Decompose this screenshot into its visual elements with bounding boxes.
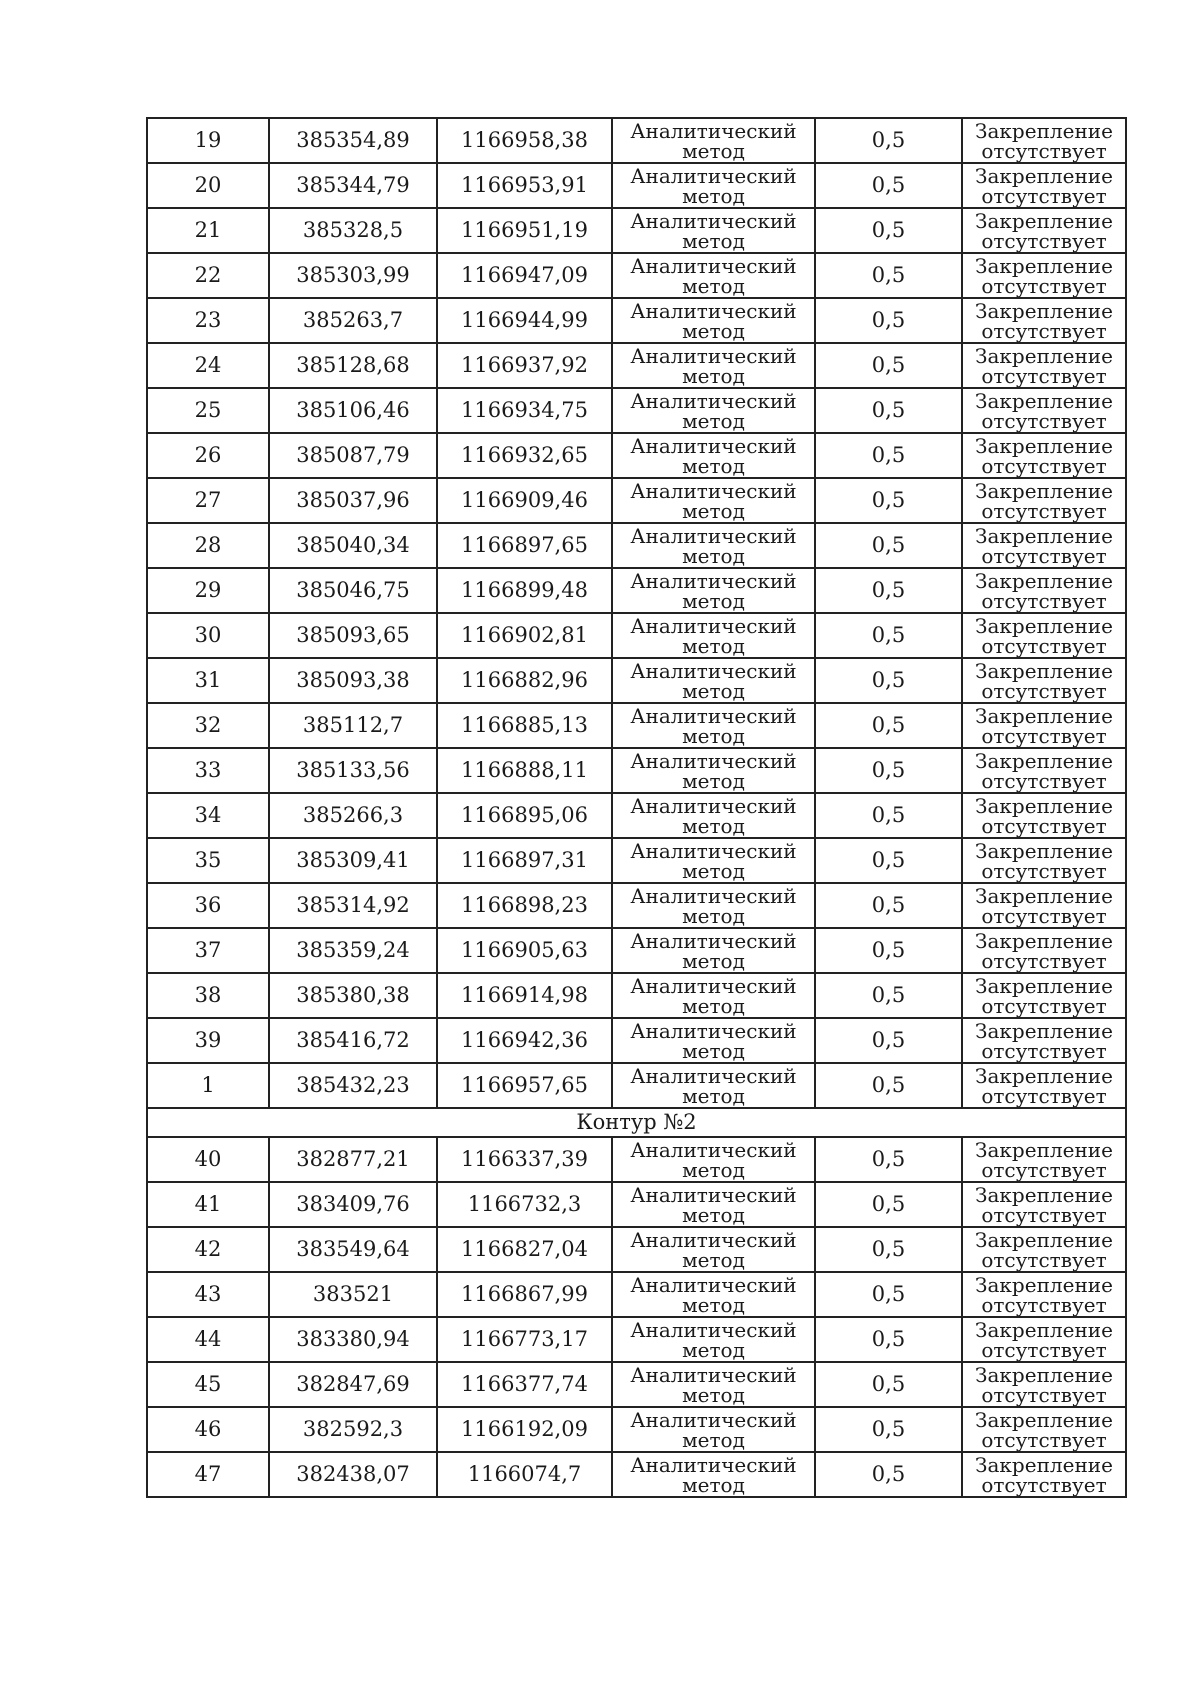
table-row [147,883,1126,928]
point-number-cell: 36 [147,883,269,928]
point-number-cell: 35 [147,838,269,883]
accuracy-cell: 0,5 [815,478,962,523]
accuracy-cell: 0,5 [815,1362,962,1407]
table-row [147,163,1126,208]
accuracy-cell: 0,5 [815,1227,962,1272]
table-row [147,208,1126,253]
point-number-cell: 43 [147,1272,269,1317]
x-coordinate-cell: 385037,96 [269,478,437,523]
fixing-description-cell: Закрепление отсутствует [962,208,1126,253]
method-cell: Аналитический метод [612,1317,815,1362]
point-number-cell: 44 [147,1317,269,1362]
fixing-description-cell: Закрепление отсутствует [962,1137,1126,1182]
point-number-cell: 20 [147,163,269,208]
point-number-cell: 42 [147,1227,269,1272]
table-row [147,1317,1126,1362]
table-row [147,568,1126,613]
fixing-description-cell: Закрепление отсутствует [962,298,1126,343]
y-coordinate-cell: 1166192,09 [437,1407,612,1452]
y-coordinate-cell: 1166944,99 [437,298,612,343]
table-row [147,748,1126,793]
y-coordinate-cell: 1166951,19 [437,208,612,253]
y-coordinate-cell: 1166827,04 [437,1227,612,1272]
y-coordinate-cell: 1166899,48 [437,568,612,613]
x-coordinate-cell: 385046,75 [269,568,437,613]
method-cell: Аналитический метод [612,1272,815,1317]
fixing-description-cell: Закрепление отсутствует [962,1227,1126,1272]
method-cell: Аналитический метод [612,1018,815,1063]
method-cell: Аналитический метод [612,523,815,568]
y-coordinate-cell: 1166957,65 [437,1063,612,1108]
accuracy-cell: 0,5 [815,523,962,568]
accuracy-cell: 0,5 [815,1452,962,1497]
y-coordinate-cell: 1166074,7 [437,1452,612,1497]
y-coordinate-cell: 1166895,06 [437,793,612,838]
point-number-cell: 31 [147,658,269,703]
x-coordinate-cell: 383521 [269,1272,437,1317]
x-coordinate-cell: 385133,56 [269,748,437,793]
y-coordinate-cell: 1166867,99 [437,1272,612,1317]
method-cell: Аналитический метод [612,478,815,523]
method-cell: Аналитический метод [612,658,815,703]
y-coordinate-cell: 1166953,91 [437,163,612,208]
x-coordinate-cell: 385106,46 [269,388,437,433]
fixing-description-cell: Закрепление отсутствует [962,568,1126,613]
point-number-cell: 34 [147,793,269,838]
point-number-cell: 29 [147,568,269,613]
accuracy-cell: 0,5 [815,298,962,343]
table-row [147,478,1126,523]
method-cell: Аналитический метод [612,703,815,748]
accuracy-cell: 0,5 [815,703,962,748]
table-row [147,1452,1126,1497]
point-number-cell: 30 [147,613,269,658]
method-cell: Аналитический метод [612,1137,815,1182]
x-coordinate-cell: 382847,69 [269,1362,437,1407]
accuracy-cell: 0,5 [815,973,962,1018]
fixing-description-cell: Закрепление отсутствует [962,883,1126,928]
fixing-description-cell: Закрепление отсутствует [962,793,1126,838]
y-coordinate-cell: 1166902,81 [437,613,612,658]
method-cell: Аналитический метод [612,433,815,478]
x-coordinate-cell: 385128,68 [269,343,437,388]
fixing-description-cell: Закрепление отсутствует [962,1182,1126,1227]
method-cell: Аналитический метод [612,343,815,388]
fixing-description-cell: Закрепление отсутствует [962,163,1126,208]
point-number-cell: 33 [147,748,269,793]
point-number-cell: 32 [147,703,269,748]
fixing-description-cell: Закрепление отсутствует [962,1317,1126,1362]
point-number-cell: 40 [147,1137,269,1182]
point-number-cell: 19 [147,118,269,163]
accuracy-cell: 0,5 [815,568,962,613]
coordinates-table-body [147,118,1126,1497]
table-row [147,1182,1126,1227]
accuracy-cell: 0,5 [815,658,962,703]
y-coordinate-cell: 1166898,23 [437,883,612,928]
fixing-description-cell: Закрепление отсутствует [962,433,1126,478]
method-cell: Аналитический метод [612,1063,815,1108]
method-cell: Аналитический метод [612,118,815,163]
x-coordinate-cell: 385328,5 [269,208,437,253]
fixing-description-cell: Закрепление отсутствует [962,478,1126,523]
table-row [147,1227,1126,1272]
point-number-cell: 25 [147,388,269,433]
table-row [147,388,1126,433]
y-coordinate-cell: 1166914,98 [437,973,612,1018]
method-cell: Аналитический метод [612,298,815,343]
table-row [147,1272,1126,1317]
method-cell: Аналитический метод [612,1452,815,1497]
accuracy-cell: 0,5 [815,613,962,658]
x-coordinate-cell: 382592,3 [269,1407,437,1452]
x-coordinate-cell: 385112,7 [269,703,437,748]
point-number-cell: 1 [147,1063,269,1108]
y-coordinate-cell: 1166897,31 [437,838,612,883]
x-coordinate-cell: 385416,72 [269,1018,437,1063]
method-cell: Аналитический метод [612,1407,815,1452]
point-number-cell: 41 [147,1182,269,1227]
x-coordinate-cell: 385093,65 [269,613,437,658]
accuracy-cell: 0,5 [815,1407,962,1452]
method-cell: Аналитический метод [612,163,815,208]
method-cell: Аналитический метод [612,928,815,973]
table-row [147,433,1126,478]
fixing-description-cell: Закрепление отсутствует [962,1407,1126,1452]
y-coordinate-cell: 1166377,74 [437,1362,612,1407]
y-coordinate-cell: 1166337,39 [437,1137,612,1182]
method-cell: Аналитический метод [612,883,815,928]
x-coordinate-cell: 385093,38 [269,658,437,703]
accuracy-cell: 0,5 [815,1018,962,1063]
y-coordinate-cell: 1166934,75 [437,388,612,433]
x-coordinate-cell: 385263,7 [269,298,437,343]
fixing-description-cell: Закрепление отсутствует [962,1018,1126,1063]
y-coordinate-cell: 1166773,17 [437,1317,612,1362]
section-row [147,1108,1126,1137]
point-number-cell: 23 [147,298,269,343]
point-number-cell: 26 [147,433,269,478]
fixing-description-cell: Закрепление отсутствует [962,253,1126,298]
table-row [147,343,1126,388]
y-coordinate-cell: 1166882,96 [437,658,612,703]
accuracy-cell: 0,5 [815,1317,962,1362]
x-coordinate-cell: 383549,64 [269,1227,437,1272]
table-row [147,928,1126,973]
y-coordinate-cell: 1166947,09 [437,253,612,298]
table-row [147,838,1126,883]
point-number-cell: 45 [147,1362,269,1407]
table-row [147,523,1126,568]
fixing-description-cell: Закрепление отсутствует [962,1362,1126,1407]
table-row [147,1407,1126,1452]
accuracy-cell: 0,5 [815,928,962,973]
method-cell: Аналитический метод [612,613,815,658]
fixing-description-cell: Закрепление отсутствует [962,838,1126,883]
accuracy-cell: 0,5 [815,1063,962,1108]
fixing-description-cell: Закрепление отсутствует [962,1272,1126,1317]
x-coordinate-cell: 383409,76 [269,1182,437,1227]
accuracy-cell: 0,5 [815,253,962,298]
y-coordinate-cell: 1166885,13 [437,703,612,748]
accuracy-cell: 0,5 [815,343,962,388]
x-coordinate-cell: 385309,41 [269,838,437,883]
y-coordinate-cell: 1166909,46 [437,478,612,523]
x-coordinate-cell: 385354,89 [269,118,437,163]
method-cell: Аналитический метод [612,208,815,253]
accuracy-cell: 0,5 [815,748,962,793]
point-number-cell: 46 [147,1407,269,1452]
x-coordinate-cell: 385040,34 [269,523,437,568]
fixing-description-cell: Закрепление отсутствует [962,703,1126,748]
point-number-cell: 39 [147,1018,269,1063]
accuracy-cell: 0,5 [815,118,962,163]
y-coordinate-cell: 1166937,92 [437,343,612,388]
accuracy-cell: 0,5 [815,208,962,253]
accuracy-cell: 0,5 [815,1137,962,1182]
table-row [147,1137,1126,1182]
fixing-description-cell: Закрепление отсутствует [962,973,1126,1018]
table-row [147,703,1126,748]
accuracy-cell: 0,5 [815,883,962,928]
fixing-description-cell: Закрепление отсутствует [962,613,1126,658]
accuracy-cell: 0,5 [815,163,962,208]
x-coordinate-cell: 385314,92 [269,883,437,928]
table-row [147,973,1126,1018]
table-row [147,118,1126,163]
fixing-description-cell: Закрепление отсутствует [962,748,1126,793]
method-cell: Аналитический метод [612,1227,815,1272]
method-cell: Аналитический метод [612,253,815,298]
accuracy-cell: 0,5 [815,1272,962,1317]
point-number-cell: 38 [147,973,269,1018]
x-coordinate-cell: 385266,3 [269,793,437,838]
table-row [147,1362,1126,1407]
table-row [147,1063,1126,1108]
x-coordinate-cell: 385380,38 [269,973,437,1018]
coordinates-table [146,117,1127,1498]
fixing-description-cell: Закрепление отсутствует [962,343,1126,388]
accuracy-cell: 0,5 [815,433,962,478]
point-number-cell: 37 [147,928,269,973]
x-coordinate-cell: 383380,94 [269,1317,437,1362]
point-number-cell: 47 [147,1452,269,1497]
fixing-description-cell: Закрепление отсутствует [962,523,1126,568]
x-coordinate-cell: 382438,07 [269,1452,437,1497]
x-coordinate-cell: 385432,23 [269,1063,437,1108]
method-cell: Аналитический метод [612,748,815,793]
accuracy-cell: 0,5 [815,838,962,883]
point-number-cell: 28 [147,523,269,568]
table-row [147,1018,1126,1063]
y-coordinate-cell: 1166958,38 [437,118,612,163]
y-coordinate-cell: 1166888,11 [437,748,612,793]
accuracy-cell: 0,5 [815,793,962,838]
y-coordinate-cell: 1166905,63 [437,928,612,973]
point-number-cell: 24 [147,343,269,388]
fixing-description-cell: Закрепление отсутствует [962,928,1126,973]
x-coordinate-cell: 385303,99 [269,253,437,298]
method-cell: Аналитический метод [612,838,815,883]
accuracy-cell: 0,5 [815,1182,962,1227]
fixing-description-cell: Закрепление отсутствует [962,1452,1126,1497]
y-coordinate-cell: 1166942,36 [437,1018,612,1063]
method-cell: Аналитический метод [612,388,815,433]
x-coordinate-cell: 385359,24 [269,928,437,973]
fixing-description-cell: Закрепление отсутствует [962,658,1126,703]
fixing-description-cell: Закрепление отсутствует [962,388,1126,433]
table-row [147,253,1126,298]
method-cell: Аналитический метод [612,793,815,838]
x-coordinate-cell: 385087,79 [269,433,437,478]
method-cell: Аналитический метод [612,1362,815,1407]
table-row [147,658,1126,703]
table-row [147,793,1126,838]
fixing-description-cell: Закрепление отсутствует [962,118,1126,163]
x-coordinate-cell: 382877,21 [269,1137,437,1182]
method-cell: Аналитический метод [612,973,815,1018]
y-coordinate-cell: 1166732,3 [437,1182,612,1227]
point-number-cell: 27 [147,478,269,523]
point-number-cell: 22 [147,253,269,298]
method-cell: Аналитический метод [612,1182,815,1227]
table-row [147,613,1126,658]
y-coordinate-cell: 1166932,65 [437,433,612,478]
fixing-description-cell: Закрепление отсутствует [962,1063,1126,1108]
y-coordinate-cell: 1166897,65 [437,523,612,568]
point-number-cell: 21 [147,208,269,253]
section-title: Контур №2 [147,1108,1126,1137]
accuracy-cell: 0,5 [815,388,962,433]
method-cell: Аналитический метод [612,568,815,613]
x-coordinate-cell: 385344,79 [269,163,437,208]
table-row [147,298,1126,343]
